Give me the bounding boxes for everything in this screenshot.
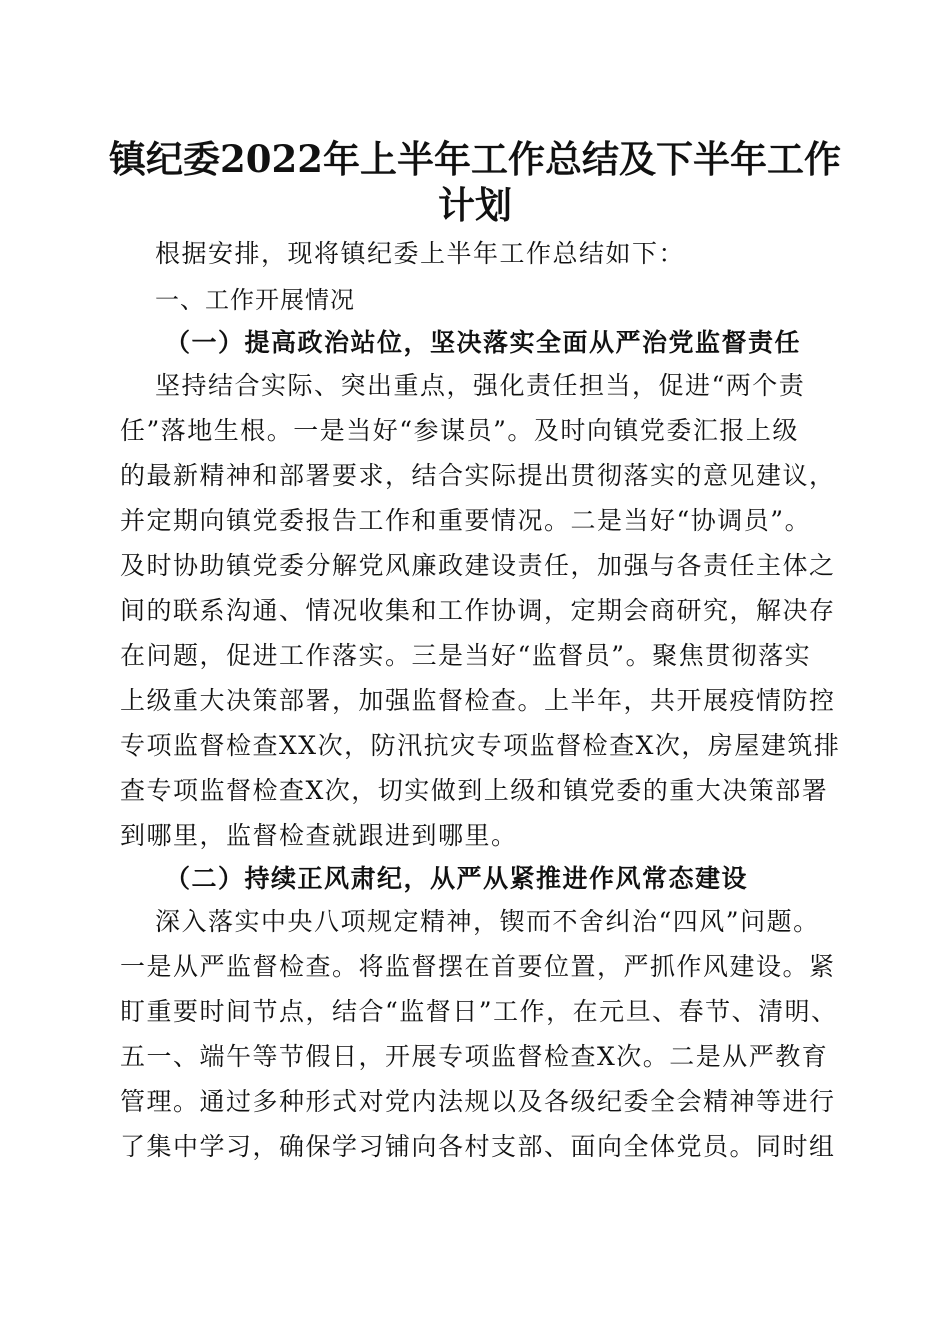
paragraph-2-line: 盯重要时间节点，结合“监督日”工作，在元旦、春节、清明、 [120, 997, 838, 1026]
paragraph-2-line: 管理。通过多种形式对党内法规以及各级纪委全会精神等进行 [120, 1087, 836, 1116]
paragraph-1-line: 上级重大决策部署，加强监督检查。上半年，共开展疫情防控 [120, 686, 836, 715]
paragraph-1-line: 坚持结合实际、突出重点，强化责任担当，促进“两个责 [155, 371, 806, 400]
paragraph-1-line: 的最新精神和部署要求，结合实际提出贯彻落实的意见建议， [120, 461, 836, 490]
section-heading-1: 一、工作开展情况 [155, 286, 355, 314]
paragraph-2-line: 一是从严监督检查。将监督摆在首要位置，严抓作风建设。紧 [120, 952, 836, 981]
paragraph-2-line: 了集中学习，确保学习铺向各村支部、面向全体党员。同时组 [120, 1132, 836, 1161]
intro-paragraph: 根据安排，现将镇纪委上半年工作总结如下： [155, 239, 686, 268]
paragraph-1-line: 在问题，促进工作落实。三是当好“监督员”。聚焦贯彻落实 [120, 641, 812, 670]
paragraph-1-line: 及时协助镇党委分解党风廉政建设责任，加强与各责任主体之 [120, 551, 836, 580]
paragraph-1-line: 专项监督检查XX次，防汛抗灾专项监督检查X次，房屋建筑排 [120, 731, 841, 760]
paragraph-1-line: 并定期向镇党委报告工作和重要情况。二是当好“协调员”。 [120, 506, 812, 535]
paragraph-1-line: 到哪里，监督检查就跟进到哪里。 [120, 821, 518, 850]
paragraph-2-line: 五一、端午等节假日，开展专项监督检查X次。二是从严教育 [120, 1042, 829, 1071]
paragraph-1-line: 间的联系沟通、情况收集和工作协调，定期会商研究，解决存 [120, 596, 836, 625]
paragraph-2-line: 深入落实中央八项规定精神，锲而不舍纠治“四风”问题。 [155, 907, 820, 936]
document-title-line-1: 镇纪委2022年上半年工作总结及下半年工作 [109, 137, 841, 181]
paragraph-1-line: 查专项监督检查X次，切实做到上级和镇党委的重大决策部署 [120, 776, 829, 805]
paragraph-1-line: 任”落地生根。一是当好“参谋员”。及时向镇党委汇报上级 [120, 416, 799, 445]
subsection-heading-2: （二）持续正风肃纪，从严从紧推进作风常态建设 [165, 864, 749, 893]
subsection-heading-1: （一）提高政治站位，坚决落实全面从严治党监督责任 [165, 328, 802, 357]
document-title-line-2: 计划 [438, 183, 512, 227]
